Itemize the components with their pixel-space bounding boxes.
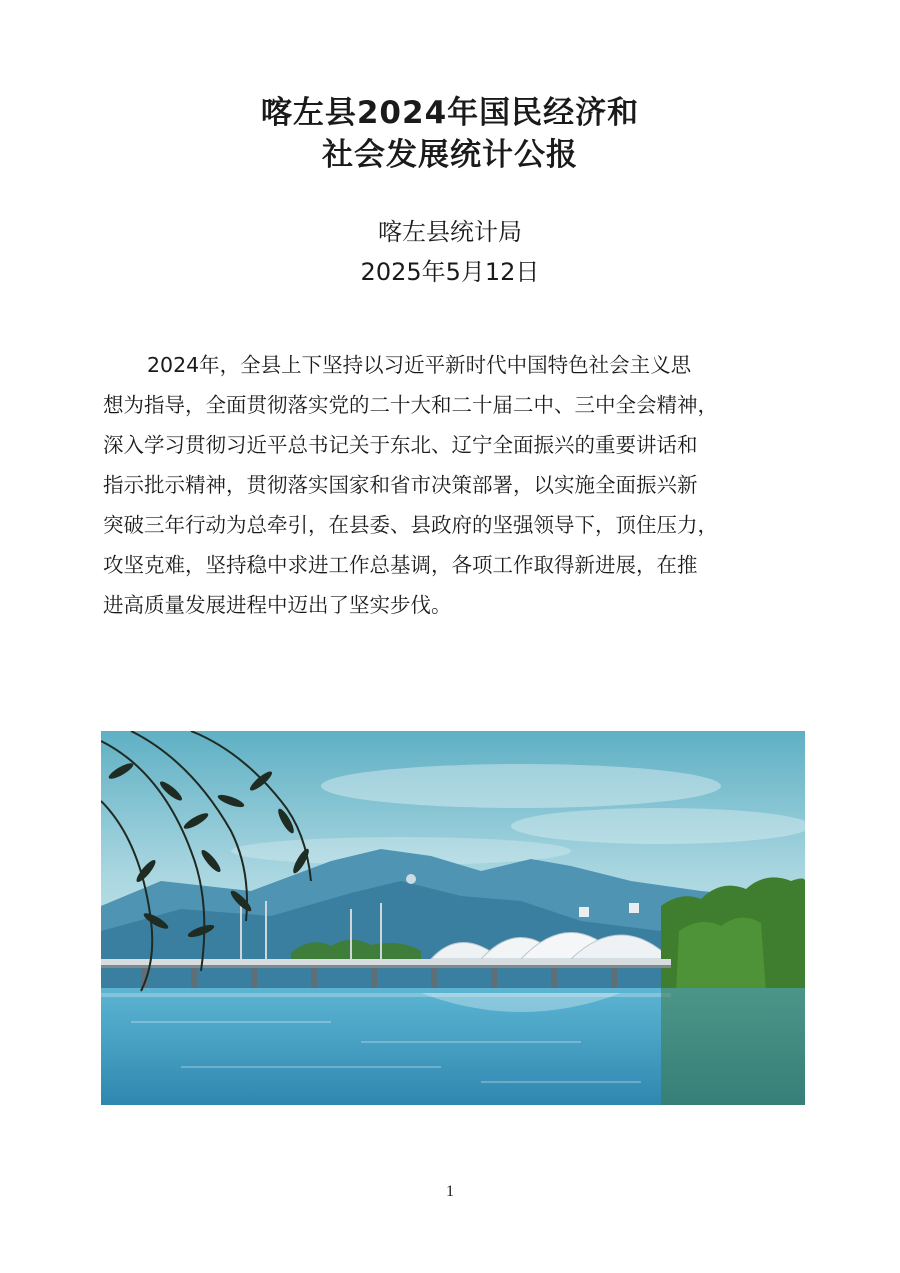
document-title bbox=[0, 92, 900, 176]
paragraph-line: 想为指导，全面贯彻落实党的二十大和二十届二中、三中全会精神， bbox=[103, 393, 718, 417]
paragraph-line: 突破三年行动为总牵引，在县委、县政府的坚强领导下，顶住压力， bbox=[103, 513, 718, 537]
title-line-1: 喀左县2024年国民经济和 bbox=[260, 95, 640, 131]
paragraph-line: 攻坚克难，坚持稳中求进工作总基调，各项工作取得新进展，在推 bbox=[103, 553, 698, 577]
paragraph-line: 指示批示精神，贯彻落实国家和省市决策部署，以实施全面振兴新 bbox=[103, 473, 698, 497]
paragraph-line: 进高质量发展进程中迈出了坚实步伐。 bbox=[103, 593, 452, 617]
paragraph-line: 深入学习贯彻习近平总书记关于东北、辽宁全面振兴的重要讲话和 bbox=[103, 433, 698, 457]
issuer-name: 喀左县统计局 bbox=[378, 218, 522, 246]
issuer-block bbox=[0, 212, 900, 292]
issue-date: 2025年5月12日 bbox=[360, 258, 540, 286]
title-line-2: 社会发展统计公报 bbox=[322, 137, 578, 173]
paragraph-line: 2024年，全县上下坚持以习近平新时代中国特色社会主义思 bbox=[147, 353, 692, 377]
intro-paragraph bbox=[103, 345, 803, 625]
page-number: 1 bbox=[446, 1183, 454, 1200]
lake-bridge-landscape-image bbox=[101, 731, 805, 1105]
